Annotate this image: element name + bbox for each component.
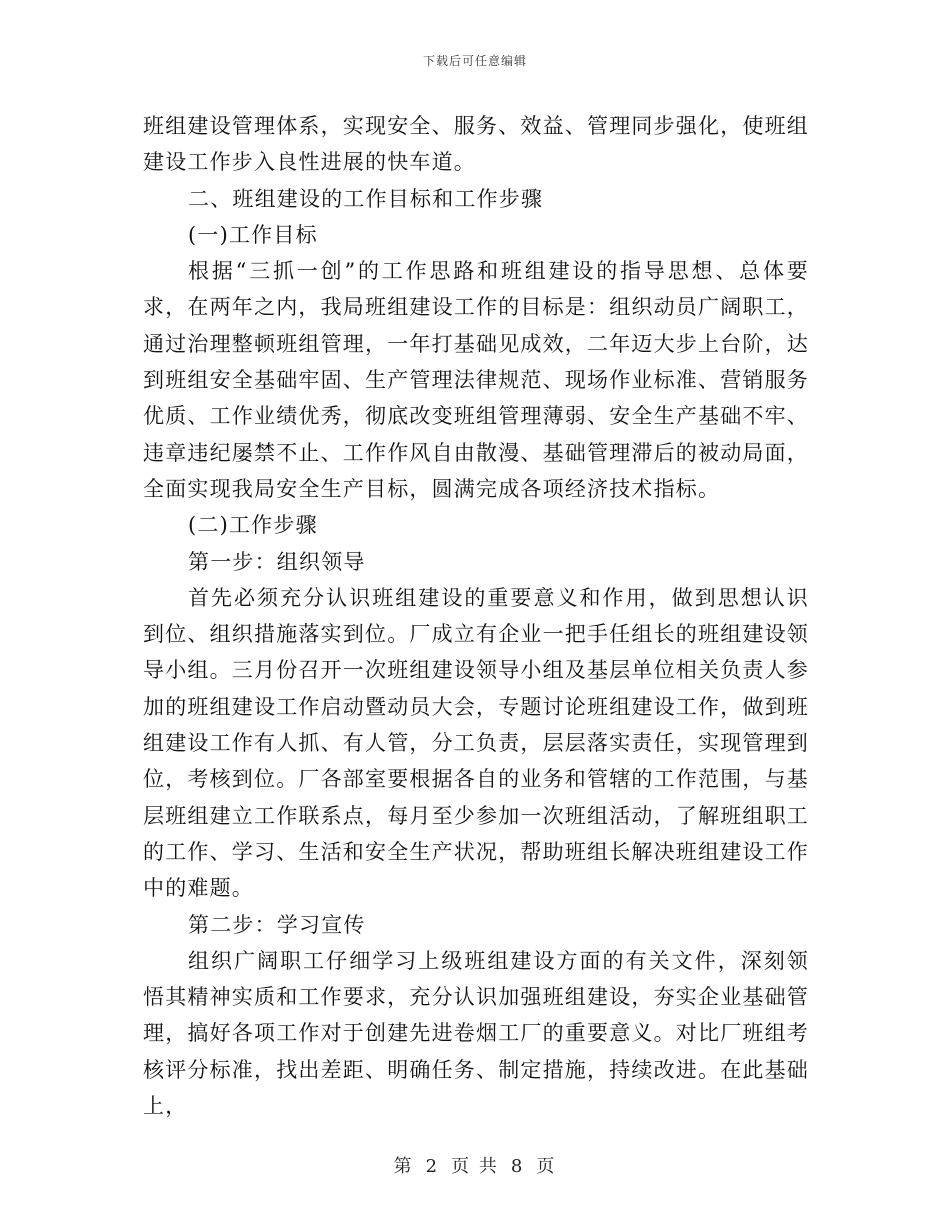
footer-total-pages: 8 [510,1156,525,1177]
paragraph-1: 班组建设管理体系，实现安全、服务、效益、管理同步强化，使班组建设工作步入良性进展的快车道。 [143,114,809,175]
footer-suffix: 页 [536,1156,557,1177]
paragraph-step-2: 组织广阔职工仔细学习上级班组建设方面的有关文件，深刻领悟其精神实质和工作要求，充分认识加强班组建设，夯实企业基础管理，搞好各项工作对于创建先进卷烟工厂的重要意义。对比厂班组考核评分标准，找出差距、明确任务、制定措施，持续改进。在此基础上， [143,948,809,1119]
step-2-heading: 第二步：学习宣传 [188,912,366,937]
section-heading-2: 二、班组建设的工作目标和工作步骤 [188,186,544,211]
document-body [143,108,809,1124]
page-header: 下载后可任意编辑 [422,54,527,68]
page-footer [0,1152,950,1178]
paragraph-goals: 根据“三抓一创”的工作思路和班组建设的指导思想、总体要求，在两年之内，我局班组建设工作的目标是：组织动员广阔职工，通过治理整顿班组管理，一年打基础见成效，二年迈大步上台阶，达到班组安全基础牢固、生产管理法律规范、现场作业标准、营销服务优质、工作业绩优秀，彻底改变班组管理薄弱、安全生产基础不牢、违章违纪屡禁不止、工作作风自由散漫、基础管理滞后的被动局面，全面实现我局安全生产目标，圆满完成各项经济技术指标。 [143,259,809,501]
footer-prefix: 第 [393,1156,414,1177]
footer-page-number: 2 [425,1156,440,1177]
footer-middle: 页 共 [451,1156,499,1177]
subheading-steps: (二)工作步骤 [188,513,318,538]
paragraph-step-1: 首先必须充分认识班组建设的重要意义和作用，做到思想认识到位、组织措施落实到位。厂成立有企业一把手任组长的班组建设领导小组。三月份召开一次班组建设领导小组及基层单位相关负责人参加的班组建设工作启动暨动员大会，专题讨论班组建设工作，做到班组建设工作有人抓、有人管，分工负责，层层落实责任，实现管理到位，考核到位。厂各部室要根据各自的业务和管辖的工作范围，与基层班组建立工作联系点，每月至少参加一次班组活动，了解班组职工的工作、学习、生活和安全生产状况，帮助班组长解决班组建设工作中的难题。 [143,585,809,901]
step-1-heading: 第一步：组织领导 [188,549,366,574]
subheading-goals: (一)工作目标 [188,222,318,247]
